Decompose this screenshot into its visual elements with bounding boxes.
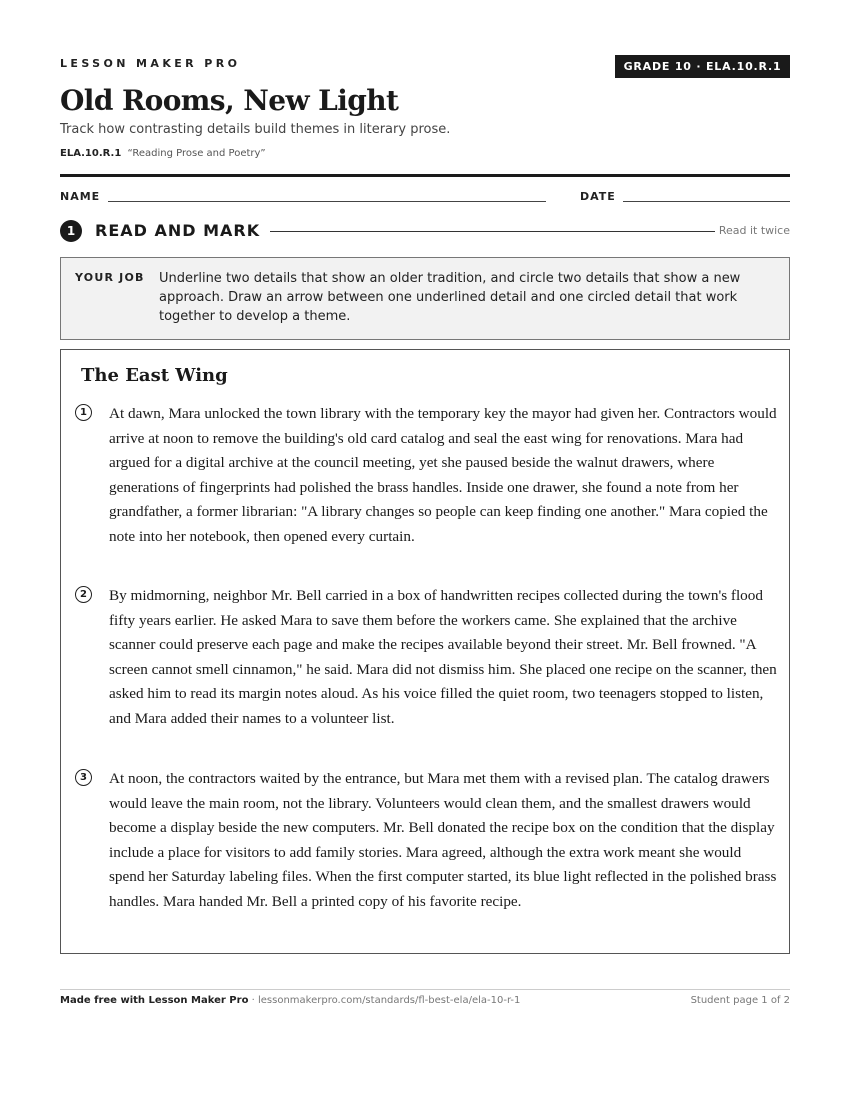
standard-name: “Reading Prose and Poetry” bbox=[127, 148, 266, 159]
paragraph-text[interactable]: At noon, the contractors waited by the entrance, but Mara met them with a revised plan. The catalog drawers would leave the main room, not the library. Volunteers would clean them, and the smallest drawers would become a display beside the new computers. Mr. Bell donated the recipe box on the condition that the display include a place for visitors to add family stories. Mara agreed, although the extra work meant she would spend her Saturday labeling files. When the first computer started, its blue light reflected in the polished brass handles. Mara handed Mr. Bell a printed copy of his favorite recipe. bbox=[109, 770, 777, 910]
footer-divider bbox=[60, 989, 790, 990]
section-note: Read it twice bbox=[718, 224, 790, 237]
student-info-row bbox=[60, 190, 790, 204]
section-title: READ AND MARK bbox=[95, 221, 261, 240]
standard-code: ELA.10.R.1 bbox=[60, 148, 122, 159]
paragraph-number: 3 bbox=[75, 769, 92, 786]
page-subtitle: Track how contrasting details build themes in literary prose. bbox=[60, 122, 451, 137]
brand-name: LESSON MAKER PRO bbox=[60, 57, 241, 70]
passage-title: The East Wing bbox=[81, 365, 228, 386]
section-header bbox=[60, 219, 790, 243]
instructions-label: YOUR JOB bbox=[75, 271, 145, 284]
footer-credit bbox=[60, 995, 520, 1006]
reading-passage bbox=[60, 349, 790, 954]
footer-made-with: Made free with Lesson Maker Pro bbox=[60, 995, 249, 1006]
paragraph-number: 1 bbox=[75, 404, 92, 421]
standard-reference bbox=[60, 148, 266, 159]
name-label: NAME bbox=[60, 190, 101, 203]
instructions-box bbox=[60, 257, 790, 340]
date-label: DATE bbox=[580, 190, 616, 203]
page-title: Old Rooms, New Light bbox=[60, 84, 399, 117]
grade-badge: GRADE 10 · ELA.10.R.1 bbox=[615, 55, 790, 78]
header-divider bbox=[60, 174, 790, 177]
section-divider bbox=[270, 231, 715, 232]
name-field[interactable] bbox=[108, 201, 546, 202]
paragraph-text[interactable]: At dawn, Mara unlocked the town library with the temporary key the mayor had given her. Contractors would arrive at noon to remove the building's old card catalog and seal the east wing for renovations. Mara had argued for a digital archive at the council meeting, yet she paused beside the walnut drawers, where generations of fingerprints had polished the brass handles. Inside one drawer, she found a note from her grandfather, a former librarian: "A library changes so people can keep finding one another." Mara copied the note into her notebook, then opened every curtain. bbox=[109, 405, 777, 545]
date-field[interactable] bbox=[623, 201, 790, 202]
section-number: 1 bbox=[60, 220, 82, 242]
instructions-text: Underline two details that show an older tradition, and circle two details that show a new approach. Draw an arrow between one underlined detail and one circled detail that work together to develop a theme. bbox=[159, 271, 741, 324]
paragraph-number: 2 bbox=[75, 586, 92, 603]
paragraph-text[interactable]: By midmorning, neighbor Mr. Bell carried in a box of handwritten recipes collected during the town's flood fifty years earlier. He asked Mara to save them before the workers came. She explained that the archive scanner could preserve each page and make the recipes available beyond their street. Mr. Bell frowned. "A screen cannot smell cinnamon," he said. Mara did not dismiss him. She placed one recipe on the scanner, then asked him to read its margin notes aloud. As his voice filled the quiet room, two teenagers stopped to listen, and Mara added their names to a volunteer list. bbox=[109, 587, 777, 727]
footer-page-number: Student page 1 of 2 bbox=[690, 995, 790, 1006]
footer-url[interactable]: · lessonmakerpro.com/standards/fl-best-ela/ela-10-r-1 bbox=[248, 995, 521, 1006]
